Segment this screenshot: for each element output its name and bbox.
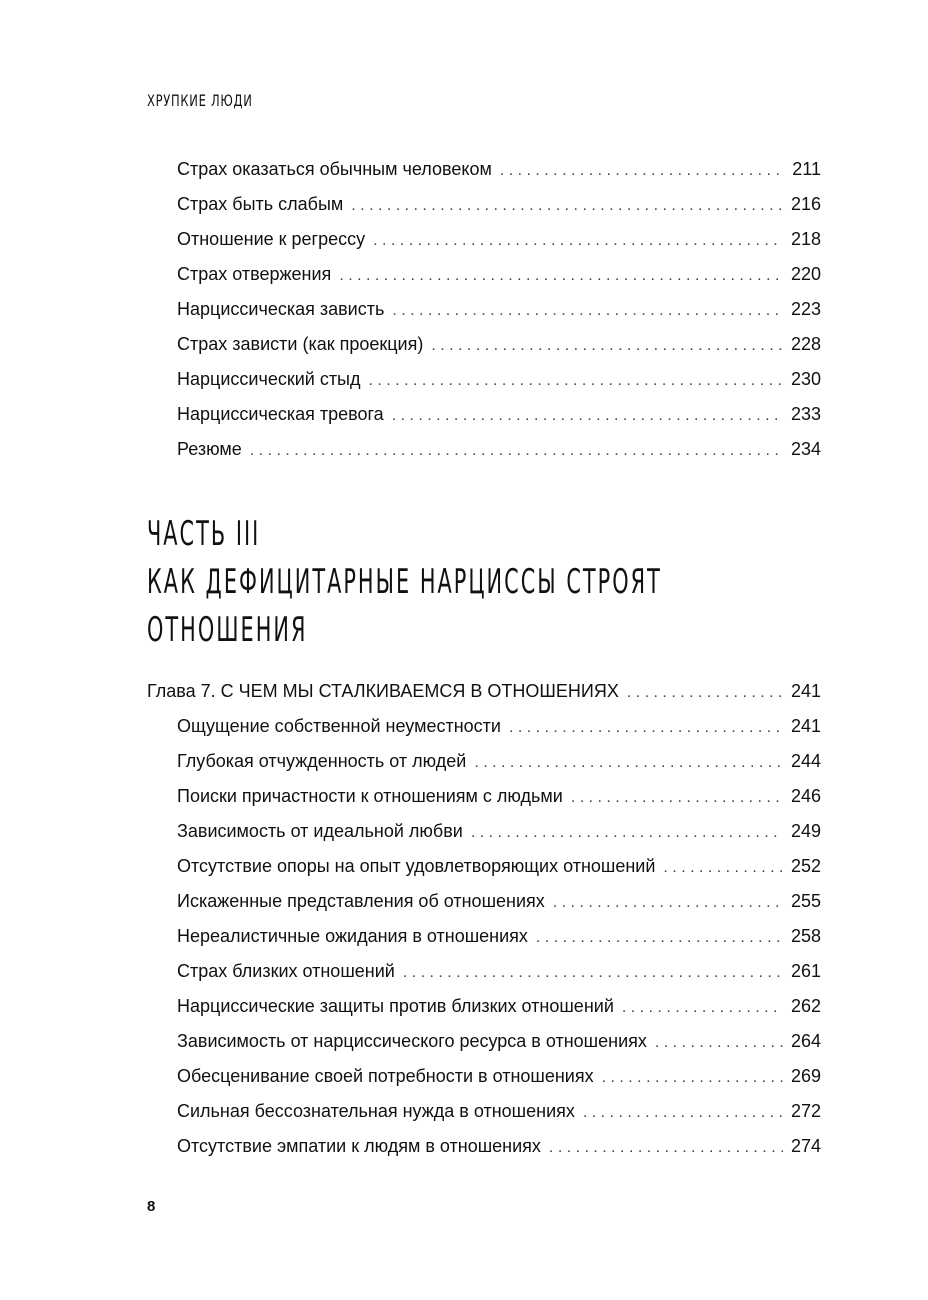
toc-entry-title: Отношение к регрессу [177,229,366,249]
toc-entry-title: Отсутствие опоры на опыт удовлетворяющих отношений [177,856,656,876]
toc-leader-dots [373,230,783,252]
toc-chapter-entry[interactable] [147,680,821,704]
toc-entry-page: 261 [790,961,821,981]
toc-entry-page: 233 [790,404,821,424]
toc-entry[interactable] [177,785,821,809]
toc-leader-dots [622,997,783,1019]
toc-entry-title: Нарциссические защиты против близких отношений [177,996,614,1016]
toc-entry[interactable] [177,1030,821,1054]
toc-leader-dots [509,717,783,739]
toc-chapter-title: Глава 7. С ЧЕМ МЫ СТАЛКИВАЕМСЯ В ОТНОШЕНИЯХ [147,681,619,701]
toc-entry-page: 249 [790,821,821,841]
toc-entry[interactable] [177,298,821,322]
toc-entry-title: Глубокая отчужденность от людей [177,751,467,771]
toc-leader-dots [536,927,783,949]
toc-entry-page: 220 [790,264,821,284]
toc-entry[interactable] [177,925,821,949]
toc-leader-dots [553,892,783,914]
toc-entry-page: 264 [790,1031,821,1051]
toc-entry-page: 241 [790,716,821,736]
toc-leader-dots [571,787,783,809]
toc-entry-title: Нарциссическая зависть [177,299,385,319]
toc-leader-dots [655,1032,783,1054]
toc-entry-page: 230 [790,369,821,389]
toc-entry-page: 228 [790,334,821,354]
toc-leader-dots [392,300,783,322]
toc-entry-page: 255 [790,891,821,911]
toc-entry-title: Ощущение собственной неуместности [177,716,501,736]
toc-entry[interactable] [177,855,821,879]
toc-entry-title: Страх близких отношений [177,961,395,981]
toc-entry-page: 262 [790,996,821,1016]
toc-entry[interactable] [177,715,821,739]
toc-entry[interactable] [177,820,821,844]
toc-entry-title: Страх отвержения [177,264,332,284]
toc-leader-dots [663,857,783,879]
toc-leader-dots [369,370,783,392]
toc-entry-title: Страх быть слабым [177,194,344,214]
part-heading-line: ЧАСТЬ III [147,514,261,554]
toc-leader-dots [602,1067,783,1089]
page-number: 8 [147,1198,156,1215]
toc-entry-page: 252 [790,856,821,876]
toc-entry[interactable] [177,193,821,217]
part-heading-line: КАК ДЕФИЦИТАРНЫЕ НАРЦИССЫ СТРОЯТ [147,562,662,602]
toc-entry-page: 211 [792,159,821,179]
toc-entry[interactable] [177,333,821,357]
toc-entry-title: Зависимость от нарциссического ресурса в отношениях [177,1031,647,1051]
toc-entry[interactable] [177,263,821,287]
toc-entry-page: 269 [790,1066,821,1086]
toc-entry-title: Нарциссический стыд [177,369,361,389]
toc-leader-dots [250,440,783,462]
toc-leader-dots [583,1102,783,1124]
toc-entry[interactable] [177,1100,821,1124]
toc-leader-dots [471,822,783,844]
toc-entry-title: Отсутствие эмпатии к людям в отношениях [177,1136,541,1156]
toc-leader-dots [431,335,783,357]
toc-entry-title: Обесценивание своей потребности в отношениях [177,1066,594,1086]
toc-leader-dots [549,1137,783,1159]
toc-entry-title: Нарциссическая тревога [177,404,384,424]
toc-entry-page: 218 [790,229,821,249]
toc-leader-dots [351,195,783,217]
toc-entry-title: Страх зависти (как проекция) [177,334,424,354]
toc-entry[interactable] [177,960,821,984]
toc-leader-dots [474,752,783,774]
running-head: ХРУПКИЕ ЛЮДИ [147,91,253,110]
toc-leader-dots [339,265,783,287]
toc-leader-dots [403,962,783,984]
toc-entry[interactable] [177,750,821,774]
toc-entry[interactable] [177,438,821,462]
part-heading-line: ОТНОШЕНИЯ [147,610,308,650]
toc-entry-title: Сильная бессознательная нужда в отношениях [177,1101,575,1121]
toc-entry[interactable] [177,1065,821,1089]
toc-entry-page: 223 [790,299,821,319]
toc-entry-page: 274 [790,1136,821,1156]
toc-entry-title: Страх оказаться обычным человеком [177,159,492,179]
toc-entry[interactable] [177,890,821,914]
toc-entry-title: Поиски причастности к отношениям с людьми [177,786,563,806]
toc-entry-page: 272 [790,1101,821,1121]
toc-entry[interactable] [177,228,821,252]
toc-entry-page: 246 [790,786,821,806]
part-heading [147,510,662,654]
toc-entry-page: 234 [790,439,821,459]
toc-entry-page: 244 [790,751,821,771]
toc-entry[interactable] [177,368,821,392]
toc-entry[interactable] [177,995,821,1019]
toc-entry-title: Зависимость от идеальной любви [177,821,463,841]
toc-leader-dots [392,405,783,427]
toc-entry-page: 258 [790,926,821,946]
toc-entry-title: Нереалистичные ожидания в отношениях [177,926,528,946]
toc-entry-page: 216 [790,194,821,214]
toc-entry-title: Резюме [177,439,242,459]
toc-chapter-page: 241 [790,681,821,701]
toc-leader-dots [500,160,784,182]
toc-entry[interactable] [177,1135,821,1159]
toc-leader-dots [627,682,783,704]
toc-entry[interactable] [177,158,821,182]
toc-entry-title: Искаженные представления об отношениях [177,891,545,911]
toc-entry[interactable] [177,403,821,427]
